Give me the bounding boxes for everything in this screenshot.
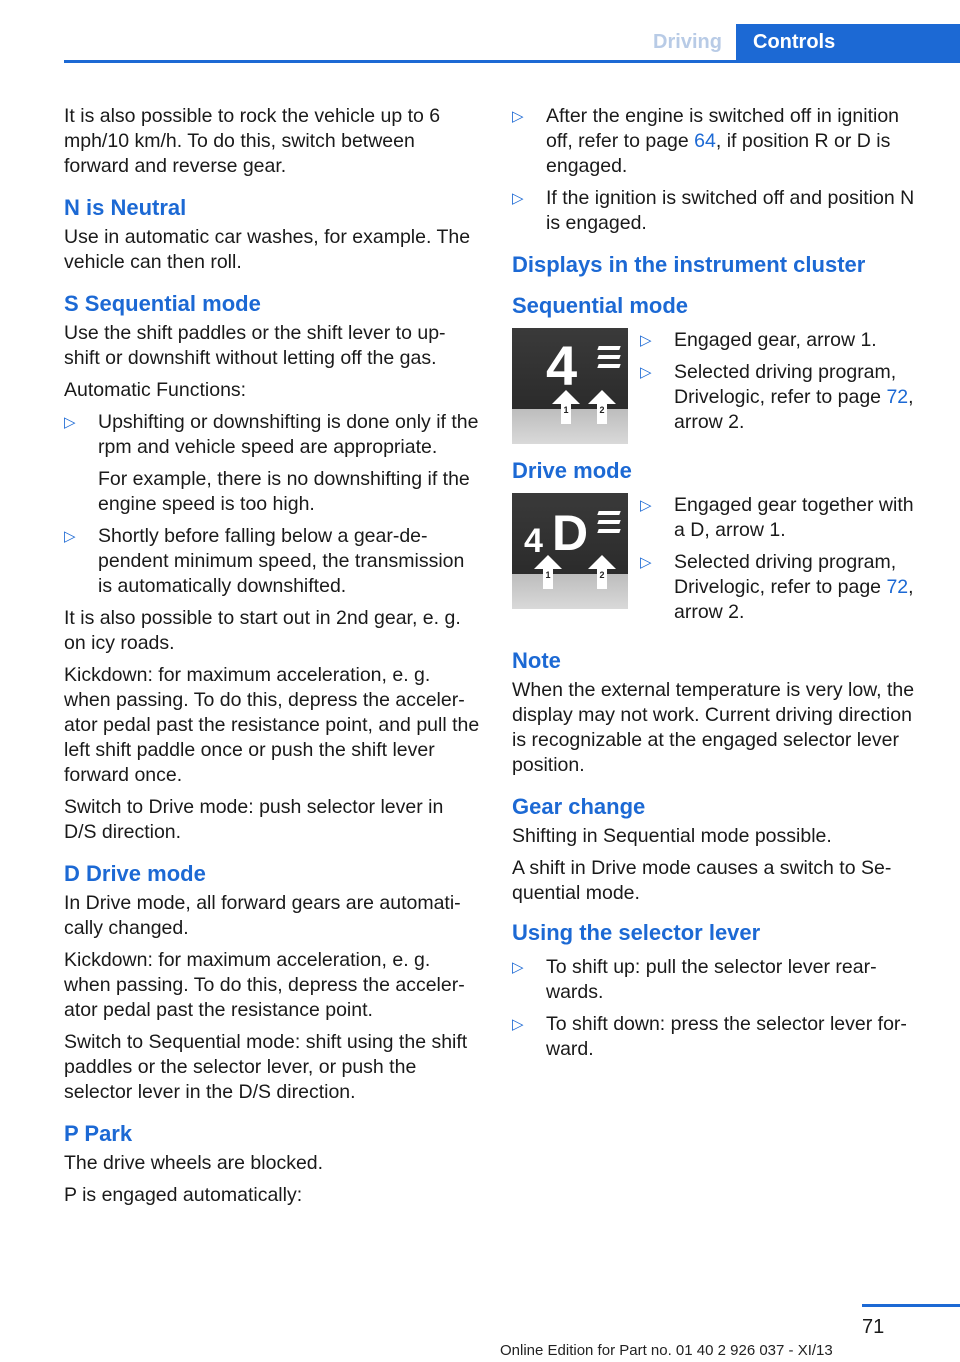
- list-item: ▷ Upshifting or downshifting is done only if the rpm and vehicle speed are appropriate.: [64, 410, 480, 460]
- drive-indicator: D: [552, 505, 589, 561]
- switch-drive-text: Switch to Drive mode: push selector lever in D/S direction.: [64, 796, 444, 843]
- list-item: ▷ Engaged gear together with a D, arrow 1.: [640, 493, 928, 543]
- list-item: ▷ Selected driving program, Drivelogic, refer to page 72, arrow 2.: [640, 550, 928, 625]
- gear-change-text-2: A shift in Drive mode causes a switch to Se-quential mode.: [512, 857, 892, 904]
- sequential-display-heading: Sequential mode: [512, 293, 689, 318]
- drive-mode-text: In Drive mode, all forward gears are automati-cally changed.: [64, 892, 461, 939]
- neutral-heading: N is Neutral: [64, 195, 187, 220]
- second-gear-text: It is also possible to start out in 2nd gear, e. g. on icy roads.: [64, 607, 461, 654]
- list-item: ▷ To shift down: press the selector lever for-ward.: [512, 1012, 928, 1062]
- program-bars-icon: [598, 346, 620, 382]
- arrow-up-icon: 2: [588, 390, 616, 426]
- sequential-display-image: [512, 328, 628, 444]
- selector-lever-heading: Using the selector lever: [512, 920, 761, 945]
- kickdown-text: Kickdown: for maximum acceleration, e. g. when passing. To do this, depress the acceler-ator pedal past the resistance point, and pull the left shift paddle once or push the shift lever forward once.: [64, 664, 480, 786]
- arrow-up-icon: 1: [534, 555, 562, 591]
- auto-functions-label: Automatic Functions:: [64, 379, 247, 401]
- list-item: ▷ If the ignition is switched off and position N is engaged.: [512, 186, 928, 236]
- drive-display-block: [512, 493, 928, 632]
- sequential-heading: S Sequential mode: [64, 291, 261, 316]
- switch-sequential-text: Switch to Sequential mode: shift using the shift paddles or the selector lever, or push the selector lever in the D/S direction.: [64, 1031, 468, 1103]
- footer-edition: Online Edition for Part no. 01 40 2 926 037 - XI/13: [500, 1342, 833, 1359]
- park-text-1: The drive wheels are blocked.: [64, 1152, 324, 1174]
- gear-number-indicator: 4: [524, 522, 543, 560]
- header-tab-driving[interactable]: Driving: [640, 24, 735, 61]
- list-item: ▷ To shift up: pull the selector lever rear-wards.: [512, 955, 928, 1005]
- page-link[interactable]: 72: [886, 576, 909, 598]
- left-column: [64, 104, 480, 1215]
- park-conditions-list: [512, 104, 928, 236]
- right-column: [512, 104, 928, 1069]
- sequential-text: Use the shift paddles or the shift lever to up-shift or downshift without letting off the gas.: [64, 322, 446, 369]
- sequential-display-list: [640, 328, 928, 435]
- list-item: ▷ Shortly before falling below a gear-de-pendent minimum speed, the transmission is automatically downshifted.: [64, 524, 480, 599]
- sequential-display-block: [512, 328, 928, 444]
- gear-change-text-1: Shifting in Sequential mode possible.: [512, 825, 832, 847]
- displays-heading: Displays in the instrument cluster: [512, 252, 866, 277]
- list-item: ▷ Engaged gear, arrow 1.: [640, 328, 928, 353]
- drive-mode-heading: D Drive mode: [64, 861, 206, 886]
- drive-display-image: [512, 493, 628, 609]
- page-number: 71: [862, 1316, 885, 1338]
- note-text: When the external temperature is very low, the display may not work. Current driving direction is recognizable at the engaged selector lever position.: [512, 679, 915, 776]
- header-rule: [64, 60, 960, 63]
- footer-rule: [862, 1304, 960, 1307]
- neutral-text: Use in automatic car washes, for example. The vehicle can then roll.: [64, 226, 471, 273]
- park-heading: P Park: [64, 1121, 133, 1146]
- list-item-continuation: For example, there is no downshifting if the engine speed is too high.: [98, 468, 470, 515]
- arrow-up-icon: 2: [588, 555, 616, 591]
- program-bars-icon: [598, 511, 620, 547]
- list-item: ▷ After the engine is switched off in ignition off, refer to page 64, if position R or D is engaged.: [512, 104, 928, 179]
- drive-kickdown-text: Kickdown: for maximum acceleration, e. g. when passing. To do this, depress the acceler-ator pedal past the resistance point.: [64, 949, 465, 1021]
- header-tab-controls[interactable]: Controls: [736, 24, 960, 61]
- arrow-up-icon: 1: [552, 390, 580, 426]
- note-heading: Note: [512, 648, 561, 673]
- park-text-2: P is engaged automatically:: [64, 1184, 303, 1206]
- list-item: ▷ Selected driving program, Drivelogic, refer to page 72, arrow 2.: [640, 360, 928, 435]
- auto-functions-list: [64, 410, 480, 599]
- page-link[interactable]: 64: [694, 130, 716, 152]
- gear-change-heading: Gear change: [512, 794, 646, 819]
- drive-display-heading: Drive mode: [512, 458, 632, 483]
- page-link[interactable]: 72: [886, 386, 909, 408]
- intro-paragraph: It is also possible to rock the vehicle up to 6 mph/10 km/h. To do this, switch between forward and reverse gear.: [64, 105, 441, 177]
- selector-lever-list: [512, 955, 928, 1062]
- drive-display-list: [640, 493, 928, 625]
- gear-indicator: 4: [546, 334, 578, 397]
